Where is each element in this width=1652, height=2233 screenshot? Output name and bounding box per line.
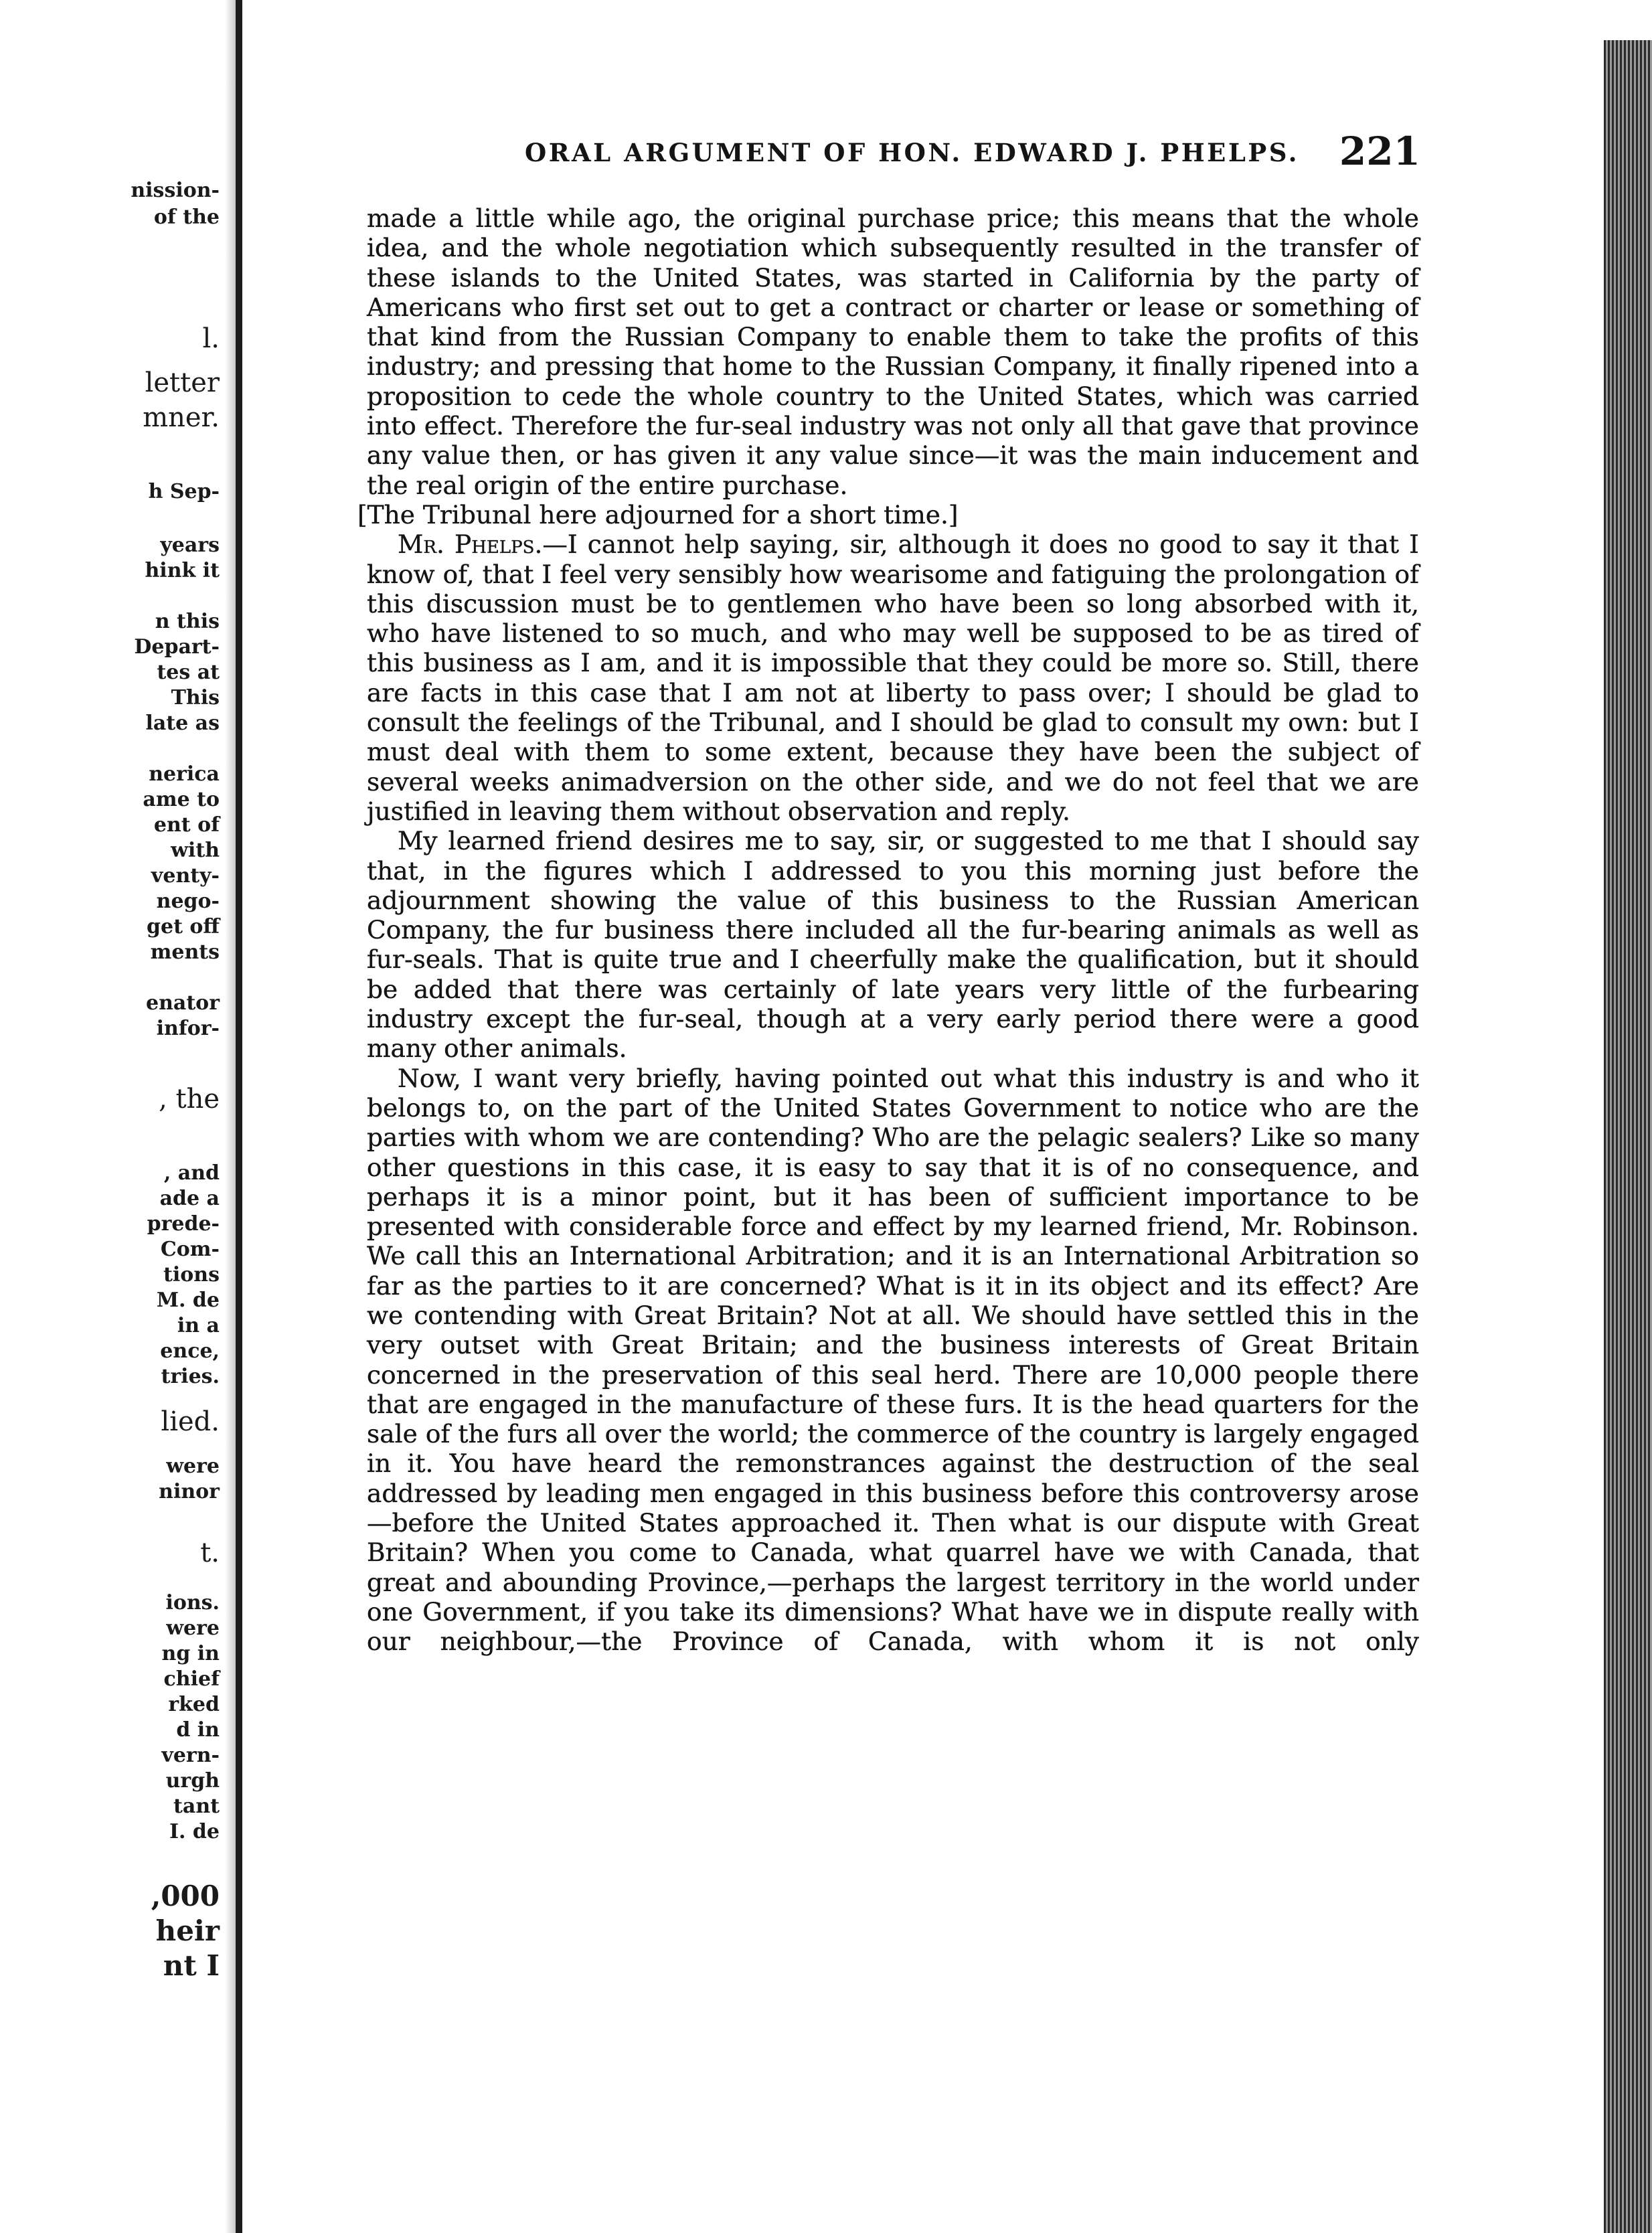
paragraph: Now, I want very briefly, having pointed out what this industry is and who it belongs to, on the part of the United States Government to notice who are the parties with whom we are contending? Who are the pelagic sealers? Like so many other questions in this case, it is easy to say that it is of no consequence, and perhaps it is a minor point, but it has been of sufficient importance to be presented with considerable force and effect by my learned friend, Mr. Robinson. We call this an International Arbitration; and it is an International Arbitration so far as the parties to it are concerned? What is it in its object and its effect? Are we contending with Great Britain? Not at all. We should have settled this in the very outset with Great Britain; and the business interests of Great Britain concerned in the preservation of this seal herd. There are 10,000 people there that are engaged in the manufacture of these furs. It is the head quarters for the sale of the furs all over the world; the commerce of the country is largely engaged in it. You have heard the remonstrances against the destruction of the seal addressed by leading men engaged in this business before this controversy arose—before the United States approached it. Then what is our dispute with Great Britain? When you come to Canada, what quarrel have we with Canada, that great and abounding Province,—perhaps the largest territory in the world under one Government, if you take its dimensions? What have we in dispute really with our neighbour,—the Province of Canada, with whom it is not only — [367, 1063, 1419, 1657]
fragment-line: Com- — [160, 1238, 220, 1261]
paragraph: made a little while ago, the original purchase price; this means that the whole idea, and the whole negotiation which subsequently resulted in the transfer of these islands to the United States, was started in California by the party of Americans who first set out to get a contract or charter or lease or something of that kind from the Russian Company to enable them to take the profits of this industry; and pressing that home to the Russian Company, it finally ripened into a proposition to cede the whole country to the United States, which was carried into effect. Therefore the fur-seal industry was not only all that gave that province any value then, or has given it any value since—it was the main inducement and the real origin of the entire purchase. — [367, 203, 1419, 500]
fragment-line: ,000 — [151, 1880, 220, 1912]
fragment-line: ng in — [161, 1642, 220, 1665]
fragment-line: mner. — [143, 402, 220, 433]
page-gutter — [236, 0, 242, 2233]
fragment-line: nt I — [163, 1949, 220, 1982]
facing-page-fragment — [0, 0, 225, 2233]
fragment-line: h Sep- — [148, 480, 220, 503]
fragment-line: ence, — [160, 1339, 220, 1363]
speaker-name: Mr. Phelps. — [398, 529, 543, 560]
page-number: 221 — [1339, 129, 1420, 174]
paragraph-text: —I cannot help saying, sir, although it does no good to say it that I know of, that I feel very sensibly how wearisome and fatiguing the prolongation of this discussion must be to gentlemen who have been so long absorbed with it, who have listened to so much, and who may well be supposed to be as tired of this business as I am, and it is impossible that they could be more so. Still, there are facts in this case that I am not at liberty to pass over; I should be glad to consult the feelings of the Tribunal, and I should be glad to consult my own: but I must deal with them to some extent, because they have been the subject of several weeks animadversion on the other side, and we do not feel that we are justified in leaving them without observation and reply. — [367, 529, 1419, 826]
fragment-line: ent of — [153, 813, 220, 837]
fragment-line: lied. — [161, 1406, 220, 1437]
fragment-line: enator — [145, 991, 220, 1015]
running-header — [369, 129, 1420, 175]
fragment-line: urgh — [165, 1769, 220, 1793]
gutter-shadow — [225, 0, 236, 2233]
fragment-line: nission- — [131, 179, 220, 202]
fragment-line: Depart- — [134, 635, 220, 659]
fragment-line: with — [171, 839, 220, 862]
fragment-line: ions. — [165, 1591, 220, 1615]
fragment-line: rked — [168, 1693, 220, 1716]
fragment-line: prede- — [147, 1212, 220, 1236]
body-text — [357, 203, 1419, 1657]
fragment-line: heir — [155, 1914, 220, 1947]
fragment-line: letter — [145, 367, 220, 398]
fragment-line: hink it — [145, 559, 220, 582]
fragment-line: ninor — [159, 1480, 220, 1503]
fragment-line: ame to — [143, 788, 220, 811]
fragment-line: years — [160, 533, 220, 557]
paragraph — [367, 529, 1419, 826]
fragment-line: in a — [177, 1314, 220, 1337]
fragment-line: I. de — [169, 1820, 220, 1843]
procedural-note: [The Tribunal here adjourned for a short time.] — [357, 499, 959, 529]
fragment-line: get off — [147, 915, 220, 938]
fragment-line: l. — [202, 323, 220, 354]
fragment-line: of the — [153, 205, 220, 229]
fragment-line: d in — [176, 1718, 220, 1742]
fragment-line: were — [166, 1455, 220, 1478]
fragment-line: ments — [150, 940, 220, 964]
fragment-line: venty- — [151, 864, 220, 888]
fragment-line: t. — [200, 1538, 220, 1568]
fragment-line: This — [171, 686, 220, 710]
fragment-line: nerica — [149, 762, 220, 786]
fragment-line: M. de — [156, 1289, 220, 1312]
fragment-line: n this — [155, 610, 220, 633]
fragment-line: nego- — [156, 890, 220, 913]
fragment-line: vern- — [161, 1744, 220, 1767]
fragment-line: chief — [163, 1667, 220, 1691]
fragment-line: , and — [163, 1161, 220, 1185]
fragment-line: tions — [163, 1263, 220, 1287]
fragment-line: were — [166, 1617, 220, 1640]
fragment-line: tries. — [161, 1365, 220, 1388]
fragment-line: , the — [159, 1084, 220, 1114]
fragment-line: infor- — [156, 1017, 220, 1040]
fragment-line: tes at — [157, 661, 220, 684]
paragraph: My learned friend desires me to say, sir, or suggested to me that I should say that, in the figures which I addressed to you this morning just before the adjournment showing the value of this business to the Russian American Company, the fur business there included all the fur-bearing animals as well as fur-seals. That is quite true and I cheerfully make the qualification, but it should be added that there was certainly of late years very little of the furbearing industry except the fur-seal, though at a very early period there were a good many other animals. — [367, 826, 1419, 1064]
page-stack-edge-top — [1604, 0, 1652, 40]
fragment-line: ade a — [159, 1187, 220, 1210]
fragment-line: late as — [145, 712, 220, 735]
fragment-line: tant — [173, 1795, 220, 1818]
running-title: ORAL ARGUMENT OF HON. EDWARD J. PHELPS. — [525, 138, 1299, 167]
page-stack-edge — [1604, 0, 1652, 2233]
